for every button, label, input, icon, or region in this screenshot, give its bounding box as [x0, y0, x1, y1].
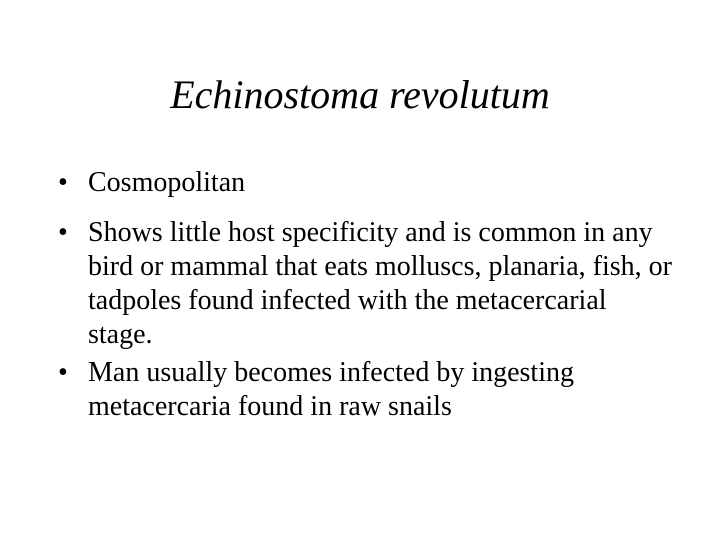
bullet-list [58, 166, 678, 440]
bullet-item-infection [58, 356, 678, 424]
bullet-icon: • [58, 217, 68, 248]
bullet-item-host-specificity [58, 216, 678, 352]
bullet-icon: • [58, 167, 68, 198]
slide-title: Echinostoma revolutum [170, 72, 550, 117]
bullet-text: Shows little host specificity and is common in any bird or mammal that eats molluscs, planaria, fish, or tadpoles found infected with the metacercarial stage. [88, 217, 672, 350]
bullet-icon: • [58, 357, 68, 388]
bullet-text: Cosmopolitan [88, 167, 246, 198]
bullet-item-cosmopolitan [58, 166, 678, 200]
bullet-text: Man usually becomes infected by ingesting metacercaria found in raw snails [88, 357, 574, 422]
